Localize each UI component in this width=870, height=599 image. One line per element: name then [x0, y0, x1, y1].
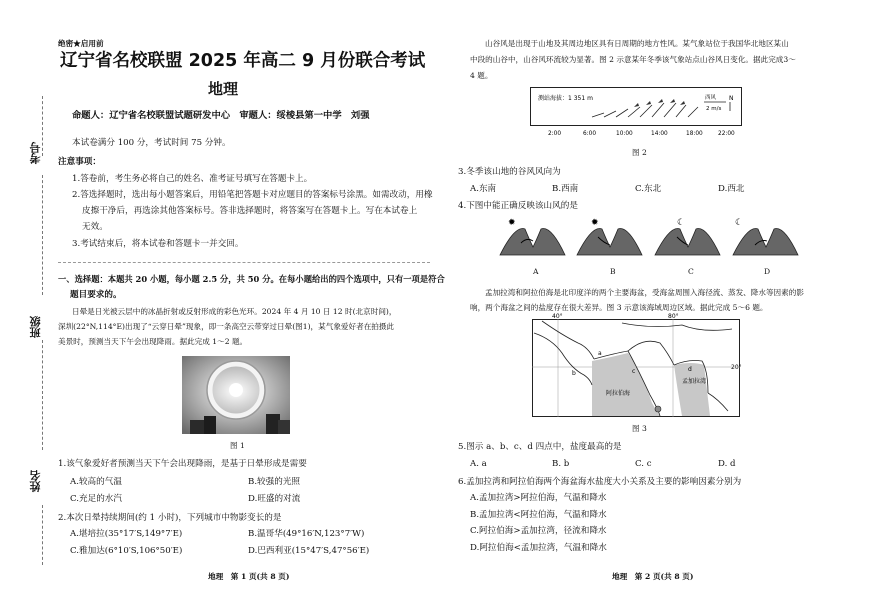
diagram-c [655, 218, 720, 255]
q1-option-c: C.充足的水汽 [70, 494, 122, 504]
q3-option-a: A.东南 [470, 184, 497, 194]
diagram-d [733, 218, 798, 255]
margin-dashed-line [42, 340, 43, 450]
north-arrow-icon: N [729, 95, 734, 102]
sun-icon: ✹ [508, 218, 516, 228]
exam-intro: 本试卷满分 100 分，考试时间 75 分钟。 [72, 138, 231, 148]
diagram-b [577, 218, 642, 255]
passage-3-cont: 响，两个海盆之间的盐度存在很大差异。图 3 示意该海域周边区域。据此完成 5～6 题。 [470, 303, 768, 312]
figure-2-scale-label: 西风 [705, 95, 717, 101]
passage-1-end: 美景时，预测当天下午会出现降雨。据此完成 1～2 题。 [58, 337, 248, 346]
figure-3-map [532, 313, 747, 421]
passage-3: 孟加拉湾和阿拉伯海是北印度洋的两个主要海盆，受海盆周围入海径流、蒸发、降水等因素的影 [485, 288, 804, 297]
q4-mountain-diagrams [495, 215, 825, 267]
q3-option-b: B.西南 [552, 184, 579, 194]
moon-icon: ☾ [677, 218, 686, 228]
svg-text:18:00: 18:00 [686, 131, 703, 137]
note-2-cont: 皮擦干净后，再选涂其他答案标号。答非选择题时，将答案写在答题卡上。写在本试卷上 [82, 206, 418, 216]
name-label: 姓名 [29, 470, 42, 492]
q4-option-c: C [688, 267, 694, 276]
question-5: 5.图示 a、b、c、d 四点中，盐度最高的是 [458, 442, 622, 452]
map-point-b: b [572, 370, 576, 377]
note-3: 3.考试结束后，将本试卷和答题卡一并交回。 [72, 239, 244, 249]
svg-text:22:00: 22:00 [718, 131, 735, 137]
figure-2-time-axis [548, 131, 735, 137]
q5-option-d: D. d [718, 459, 736, 469]
map-point-c: c [632, 368, 636, 375]
svg-text:14:00: 14:00 [651, 131, 668, 137]
margin-dashed-line [42, 505, 43, 565]
page-2-footer: 地理 第 2 页(共 8 页) [612, 572, 694, 581]
q1-option-d: D.旺盛的对流 [248, 494, 301, 504]
svg-text:6:00: 6:00 [583, 131, 597, 137]
svg-text:2:00: 2:00 [548, 131, 562, 137]
figure-2-altitude: 测站海拔：1 351 m [538, 95, 593, 102]
question-4: 4.下图中能正确反映该山风的是 [458, 201, 578, 211]
secret-mark: 绝密★启用前 [58, 39, 104, 48]
figure-2-caption: 图 2 [632, 148, 647, 157]
map-lon-40: 40° [552, 313, 563, 320]
question-1: 1.该气象爱好者预测当天下午会出现降雨，是基于日晕形成是需要 [58, 459, 307, 469]
figure-1-halo-photo [182, 356, 290, 434]
map-point-a: a [598, 350, 602, 357]
q2-option-c: C.雅加达(6°10′S,106°50′E) [70, 546, 183, 556]
q3-option-d: D.西北 [718, 184, 745, 194]
map-lon-80: 80° [668, 313, 679, 320]
q6-option-d: D.阿拉伯海<孟加拉湾，气温和降水 [470, 543, 607, 553]
moon-icon: ☾ [735, 218, 744, 228]
exam-title: 辽宁省名校联盟 2025 年高二 9 月份联合考试 [60, 51, 426, 71]
q4-option-d: D [764, 267, 771, 276]
divider [58, 262, 430, 263]
figure-2-scale: 2 m/s [706, 106, 722, 112]
q5-option-a: A. a [470, 459, 487, 469]
question-6: 6.孟加拉湾和阿拉伯海两个海盆海水盐度大小关系及主要的影响因素分别为 [458, 477, 742, 487]
page-1-footer: 地理 第 1 页(共 8 页) [208, 572, 290, 581]
svg-text:10:00: 10:00 [616, 131, 633, 137]
q3-option-c: C.东北 [635, 184, 662, 194]
passage-2-end: 4 题。 [470, 71, 493, 80]
section-1-heading: 一、选择题：本题共 20 小题，每小题 2.5 分，共 50 分。在每小题给出的四个选项中，只有一项是符合 [58, 274, 445, 284]
passage-1: 日晕是日光被云层中的冰晶折射或反射形成的彩色光环。2024 年 4 月 10 日 12 时(北京时间)， [72, 307, 397, 316]
note-2: 2.答选择题时，选出每小题答案后，用铅笔把答题卡对应题目的答案标号涂黑。如需改动，用橡 [72, 190, 433, 200]
subject-title: 地理 [208, 80, 239, 98]
q2-option-b: B.温哥华(49°16′N,123°7′W) [248, 529, 365, 539]
figure-2-wind-diagram [530, 87, 742, 139]
margin-dashed-line [42, 175, 43, 295]
q1-option-a: A.较高的气温 [70, 477, 122, 487]
question-3: 3.冬季该山地的谷风风向为 [458, 167, 561, 177]
q6-option-b: B.孟加拉湾<阿拉伯海，气温和降水 [470, 510, 607, 520]
passage-1-cont: 深圳(22°N,114°E)出现了“云穿日晕”现象，即一条高空云带穿过日晕(图1)，某气象爱好者在拍摄此 [58, 322, 395, 331]
q6-option-c: C.阿拉伯海>孟加拉湾，径流和降水 [470, 526, 607, 536]
q6-option-a: A.孟加拉湾>阿拉伯海，气温和降水 [470, 493, 607, 503]
note-1: 1.答卷前，考生务必将自己的姓名、准考证号填写在答题卡上。 [72, 174, 313, 184]
passage-2-cont: 中段的山谷中，山谷风环流较为显著。图 2 示意某年冬季该气象站点山谷风日变化。据此完成3～ [470, 55, 796, 64]
q5-option-b: B. b [552, 459, 570, 469]
exam-id-label: 考号 [29, 142, 42, 164]
note-2-end: 无效。 [82, 222, 108, 232]
diagram-a [500, 218, 565, 255]
q4-option-a: A [533, 267, 539, 276]
passage-2: 山谷风是出现于山地及其周边地区具有日周期的地方性风。某气象站位于我国华北地区某山 [485, 39, 789, 48]
q2-option-a: A.堪培拉(35°17′S,149°7′E) [70, 529, 183, 539]
q5-option-c: C. c [635, 459, 652, 469]
question-2: 2.本次日晕持续期间(约 1 小时)，下列城市中物影变长的是 [58, 513, 282, 523]
figure-3-caption: 图 3 [632, 424, 647, 433]
label-bay-of-bengal: 孟加拉湾 [682, 378, 707, 385]
figure-1-caption: 图 1 [230, 441, 245, 450]
q4-option-b: B [610, 267, 616, 276]
sun-icon: ✹ [591, 218, 599, 228]
q1-option-b: B.较强的光照 [248, 477, 301, 487]
class-label: 班级 [29, 316, 42, 338]
sri-lanka-icon [655, 406, 661, 412]
authors-line: 命题人：辽宁省名校联盟试题研发中心 审题人：绥棱县第一中学 刘强 [72, 110, 370, 121]
section-1-heading-cont: 题目要求的。 [70, 290, 122, 300]
map-point-d: d [688, 366, 692, 373]
q2-option-d: D.巴西利亚(15°47′S,47°56′E) [248, 546, 370, 556]
map-lat-20: 20° [731, 364, 742, 371]
notes-title: 注意事项： [58, 157, 101, 167]
label-arabian-sea: 阿拉伯海 [606, 390, 631, 397]
